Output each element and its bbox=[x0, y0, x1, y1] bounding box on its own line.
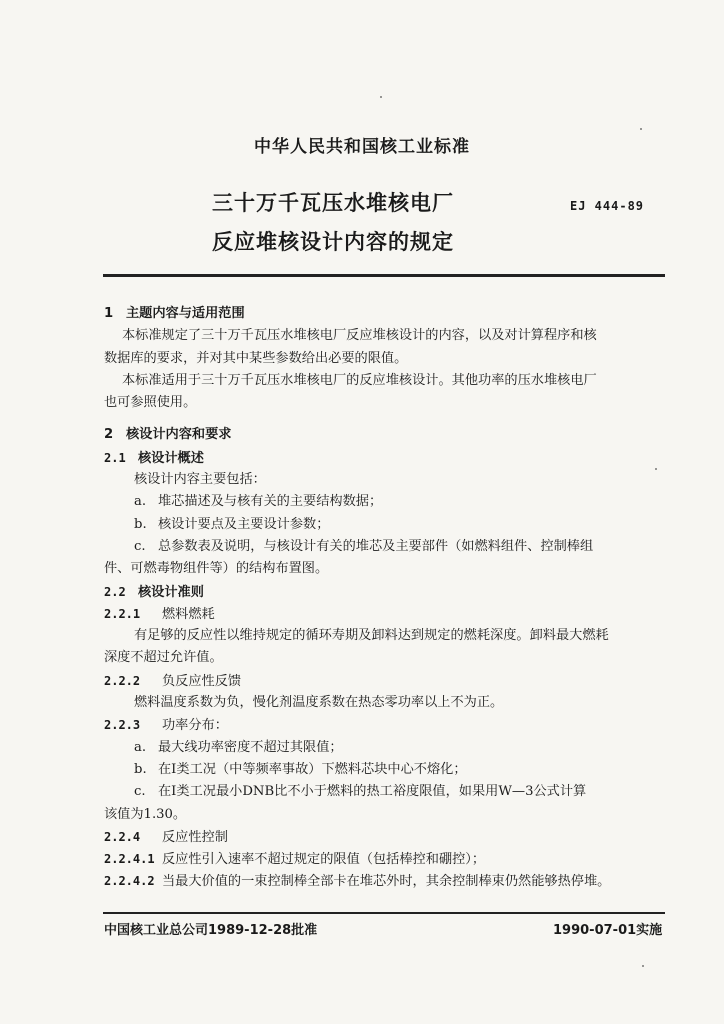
document-title-line-2: 反应堆核设计内容的规定 bbox=[212, 230, 454, 254]
paragraph-line: 有足够的反应性以维持规定的循环寿期及卸料达到规定的燃耗深度。卸料最大燃耗 bbox=[134, 628, 609, 644]
paragraph-line: 本标准适用于三十万千瓦压水堆核电厂的反应堆核设计。其他功率的压水堆核电厂 bbox=[122, 372, 597, 388]
footer-divider bbox=[103, 912, 665, 914]
subsection-heading: 2.2.4 反应性控制 bbox=[104, 829, 228, 845]
effective-date: 1990-07-01实施 bbox=[553, 923, 663, 938]
paragraph-line: 该值为1.30。 bbox=[104, 806, 187, 822]
scan-speck bbox=[642, 965, 644, 967]
paragraph-line: 本标准规定了三十万千瓦压水堆核电厂反应堆核设计的内容，以及对计算程序和核 bbox=[122, 328, 597, 344]
paragraph-line: 深度不超过允许值。 bbox=[104, 650, 223, 666]
paragraph-line: 核设计内容主要包括： bbox=[134, 472, 266, 488]
approval-date: 中国核工业总公司1989-12-28批准 bbox=[104, 923, 318, 938]
subsection-heading: 2.2.3 功率分布： bbox=[104, 718, 228, 734]
list-item: c. 在Ⅰ类工况最小DNB比不小于燃料的热工裕度限值，如果用W—3公式计算 bbox=[134, 784, 587, 800]
subsection-heading: 2.2.2 负反应性反馈 bbox=[104, 673, 242, 689]
section-2-2-heading: 2.2 核设计准则 bbox=[104, 584, 204, 600]
list-item: a. 最大线功率密度不超过其限值； bbox=[134, 739, 343, 755]
paragraph-line: 件、可燃毒物组件等）的结构布置图。 bbox=[104, 561, 329, 577]
document-body bbox=[104, 303, 664, 893]
header-divider bbox=[103, 274, 665, 277]
section-2-1-heading: 2.1 核设计概述 bbox=[104, 450, 204, 466]
scan-speck bbox=[640, 128, 642, 130]
subsection-heading: 2.2.1 燃料燃耗 bbox=[104, 606, 215, 622]
clause-line: 2.2.4.2 当最大价值的一束控制棒全部卡在堆芯外时，其余控制棒束仍然能够热停堆。 bbox=[104, 874, 611, 890]
list-item: b. 核设计要点及主要设计参数； bbox=[134, 516, 330, 532]
standard-code: EJ 444-89 bbox=[570, 199, 645, 213]
list-item: b. 在Ⅰ类工况（中等频率事故）下燃料芯块中心不熔化； bbox=[134, 761, 467, 777]
list-item: c. 总参数表及说明，与核设计有关的堆芯及主要部件（如燃料组件、控制棒组 bbox=[134, 538, 594, 554]
paragraph-line: 也可参照使用。 bbox=[104, 395, 197, 411]
list-item: a. 堆芯描述及与核有关的主要结构数据； bbox=[134, 494, 383, 510]
section-1-heading: 1 主题内容与适用范围 bbox=[104, 306, 245, 321]
scan-speck bbox=[655, 468, 657, 470]
scan-speck bbox=[380, 96, 382, 98]
standard-category: 中华人民共和国核工业标准 bbox=[254, 137, 470, 157]
document-title-line-1: 三十万千瓦压水堆核电厂 bbox=[212, 191, 454, 215]
section-2-heading: 2 核设计内容和要求 bbox=[104, 427, 232, 443]
paragraph-line: 燃料温度系数为负，慢化剂温度系数在热态零功率以上不为正。 bbox=[134, 695, 504, 711]
paragraph-line: 数据库的要求，并对其中某些参数给出必要的限值。 bbox=[104, 350, 408, 366]
clause-line: 2.2.4.1 反应性引入速率不超过规定的限值（包括棒控和硼控）； bbox=[104, 852, 486, 868]
